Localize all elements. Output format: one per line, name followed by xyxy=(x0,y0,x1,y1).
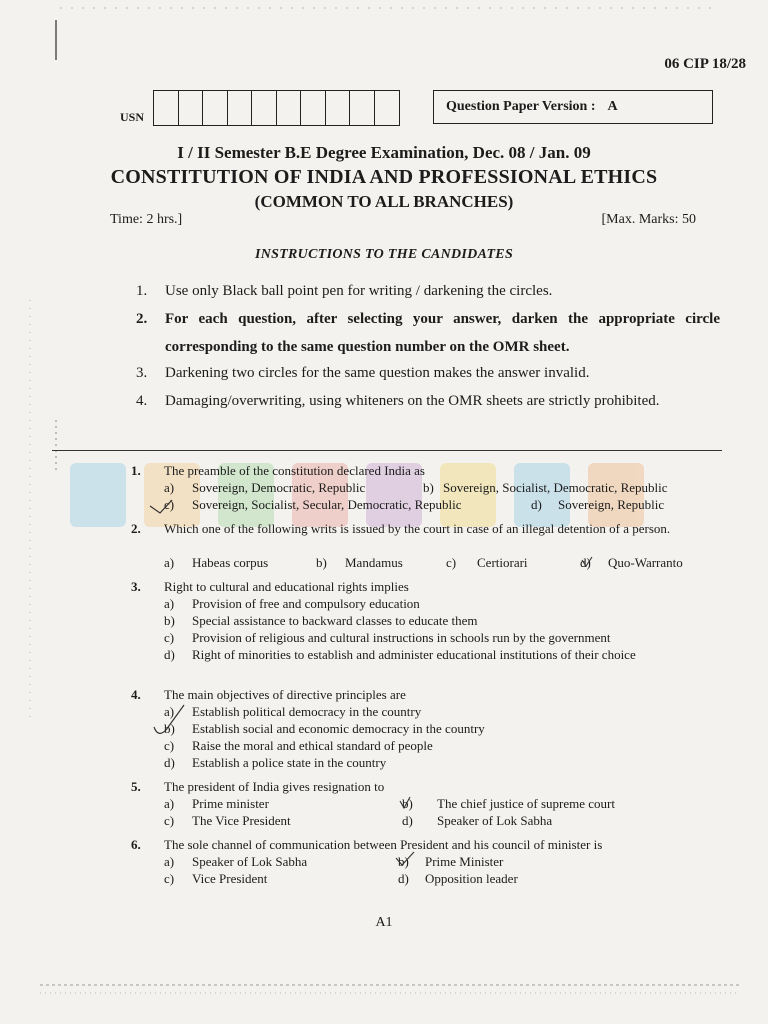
usn-box xyxy=(277,91,302,125)
option-label: a) xyxy=(164,854,175,869)
question-number: 2. xyxy=(131,521,141,536)
option-label: d) xyxy=(402,813,413,828)
option-text: Establish a police state in the country xyxy=(192,755,387,770)
max-marks: [Max. Marks: 50 xyxy=(601,212,696,227)
instructions-heading: INSTRUCTIONS TO THE CANDIDATES xyxy=(254,247,514,262)
option-text: Certiorari xyxy=(477,555,528,570)
option-text: Prime minister xyxy=(192,796,269,811)
option-label: d) xyxy=(580,555,591,570)
option-text: Mandamus xyxy=(345,555,403,570)
option-label: b) xyxy=(164,613,175,628)
option-label: c) xyxy=(164,871,175,886)
usn-label: USN xyxy=(120,110,145,124)
usn-box xyxy=(179,91,204,125)
instruction-item xyxy=(136,387,720,415)
option-label: a) xyxy=(164,480,175,495)
question-text: The preamble of the constitution declared India as xyxy=(164,463,425,478)
usn-box xyxy=(350,91,375,125)
option-label: c) xyxy=(164,813,175,828)
option-label: a) xyxy=(164,555,175,570)
option-text: Speaker of Lok Sabha xyxy=(192,854,308,869)
option-text: Special assistance to backward classes to educate them xyxy=(192,613,478,628)
option-text: Establish political democracy in the country xyxy=(192,704,422,719)
option-text: Right of minorities to establish and administer educational institutions of their choice xyxy=(192,647,636,662)
instruction-number: 4. xyxy=(136,393,148,409)
usn-box xyxy=(228,91,253,125)
option-text: The chief justice of supreme court xyxy=(437,796,615,811)
option-text: Opposition leader xyxy=(425,871,518,886)
instruction-text: For each question, after selecting your answer, darken the appropriate circle corresponding to the same question number on the OMR sheet. xyxy=(165,311,720,355)
question-paper-version-box xyxy=(433,90,713,124)
option-label: b) xyxy=(402,796,413,811)
option-text: Speaker of Lok Sabha xyxy=(437,813,553,828)
option-text: Vice President xyxy=(192,871,268,886)
option-label: c) xyxy=(164,630,175,645)
option-label: d) xyxy=(398,871,409,886)
instruction-item xyxy=(136,359,720,387)
question-number: 4. xyxy=(131,687,141,702)
option-label: c) xyxy=(164,497,175,512)
usn-box xyxy=(203,91,228,125)
usn-box xyxy=(326,91,351,125)
option-text: Quo-Warranto xyxy=(608,555,683,570)
question-text: The sole channel of communication between President and his council of minister is xyxy=(164,837,603,852)
option-text: Sovereign, Republic xyxy=(558,497,665,512)
option-label: b) xyxy=(423,480,434,495)
option-text: Habeas corpus xyxy=(192,555,269,570)
usn-box xyxy=(301,91,326,125)
paper-title: CONSTITUTION OF INDIA AND PROFESSIONAL ETHICS xyxy=(110,166,658,188)
question-text: The president of India gives resignation to xyxy=(164,779,385,794)
option-text: Prime Minister xyxy=(425,854,504,869)
option-text: Raise the moral and ethical standard of people xyxy=(192,738,433,753)
option-text: Provision of free and compulsory education xyxy=(192,596,420,611)
paper-subtitle: (COMMON TO ALL BRANCHES) xyxy=(254,192,514,211)
question-number: 6. xyxy=(131,837,141,852)
instruction-text: Use only Black ball point pen for writing / darkening the circles. xyxy=(165,283,553,299)
option-label: d) xyxy=(164,647,175,662)
option-text: Sovereign, Democratic, Republic xyxy=(192,480,366,495)
usn-box xyxy=(375,91,400,125)
option-label: d) xyxy=(531,497,542,512)
option-text: Provision of religious and cultural instructions in schools run by the government xyxy=(192,630,611,645)
question-number: 5. xyxy=(131,779,141,794)
option-text: Sovereign, Socialist, Secular, Democratic, Republic xyxy=(192,497,462,512)
version-label: Question Paper Version : xyxy=(446,99,596,114)
instruction-number: 3. xyxy=(136,365,148,381)
instruction-item xyxy=(136,305,720,361)
option-label: a) xyxy=(164,796,175,811)
option-label: a) xyxy=(164,596,175,611)
option-text: Sovereign, Socialist, Democratic, Republic xyxy=(443,480,668,495)
question-number: 1. xyxy=(131,463,141,478)
instruction-number: 1. xyxy=(136,283,148,299)
question-text: Right to cultural and educational rights implies xyxy=(164,579,409,594)
question-text: Which one of the following writs is issued by the court in case of an illegal detention of a person. xyxy=(164,521,671,536)
option-label: b) xyxy=(316,555,327,570)
instruction-number: 2. xyxy=(136,311,148,327)
option-label: b) xyxy=(398,854,409,869)
instruction-text: Damaging/overwriting, using whiteners on the OMR sheets are strictly prohibited. xyxy=(165,393,660,409)
option-label: a) xyxy=(164,704,175,719)
usn-box xyxy=(252,91,277,125)
exam-time: Time: 2 hrs.] xyxy=(110,212,183,227)
option-text: The Vice President xyxy=(192,813,291,828)
paper-code: 06 CIP 18/28 xyxy=(664,56,746,72)
instruction-item xyxy=(136,277,720,305)
section-divider xyxy=(52,450,722,451)
option-label: d) xyxy=(164,755,175,770)
option-label: c) xyxy=(164,738,175,753)
exam-semester: I / II Semester B.E Degree Examination, Dec. 08 / Jan. 09 xyxy=(177,143,591,162)
usn-boxes xyxy=(153,90,400,126)
question-text: The main objectives of directive principles are xyxy=(164,687,406,702)
option-label: b) xyxy=(164,721,175,736)
question-number: 3. xyxy=(131,579,141,594)
instruction-text: Darkening two circles for the same question makes the answer invalid. xyxy=(165,365,590,381)
usn-box xyxy=(154,91,179,125)
version-value: A xyxy=(607,99,618,114)
option-label: c) xyxy=(446,555,457,570)
option-text: Establish social and economic democracy in the country xyxy=(192,721,485,736)
page-number: A1 xyxy=(375,915,393,930)
